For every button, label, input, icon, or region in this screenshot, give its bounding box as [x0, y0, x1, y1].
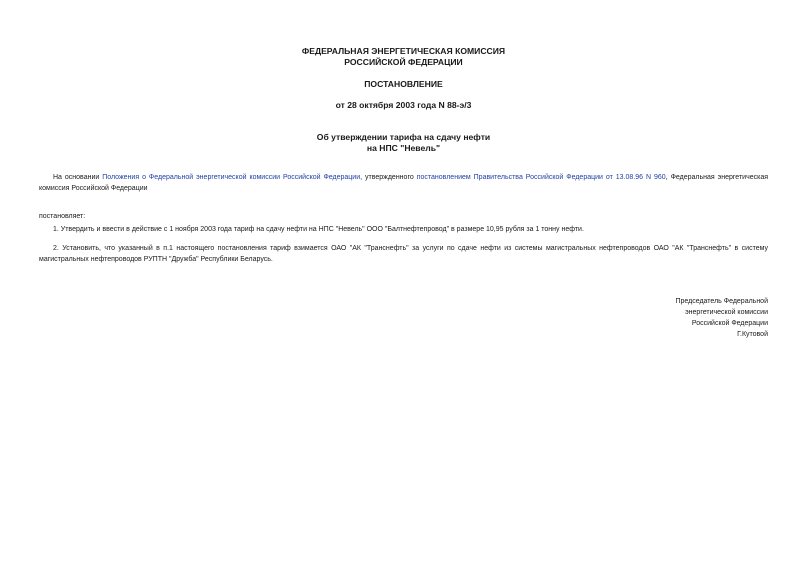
- signature-line-3: Российской Федерации: [691, 320, 768, 327]
- signature-line-1: Председатель Федеральной: [675, 298, 768, 305]
- decree-item-2: 2. Установить, что указанный в п.1 настоящего постановления тариф взимается ОАО "АК "Транснефть" за услуги по сдаче нефти из системы магистральных нефтепроводов ОАО "АК "Транснефть" в систему магистральных нефтепроводов РУПТН "Дружба" Республики Беларусь.: [39, 245, 768, 263]
- basis-prefix: На основании: [53, 174, 103, 181]
- basis-middle: , утвержденного: [360, 174, 417, 181]
- signature-line-2: энергетической комиссии: [685, 309, 768, 316]
- basis-suffix: , Федеральная энергетическая комиссия Российской Федерации: [39, 174, 769, 192]
- issuing-authority: [0, 46, 807, 68]
- document-subject: [0, 132, 807, 154]
- basis-paragraph: [39, 172, 768, 194]
- document-date-number: от 28 октября 2003 года N 88-э/3: [335, 100, 472, 110]
- subject-line-1: Об утверждении тарифа на сдачу нефти: [316, 132, 491, 142]
- signatory-name: Г.Кутовой: [737, 331, 768, 338]
- government-decree-link[interactable]: постановлением Правительства Российской Федерации от 13.08.96 N 960: [416, 174, 666, 181]
- decree-item-1: 1. Утвердить и ввести в действие с 1 ноября 2003 года тариф на сдачу нефти на НПС "Невель" ООО "Балтнефтепровод" в размере 10,95 рубля за 1 тонну нефти.: [53, 226, 584, 233]
- decree-word: постановляет:: [39, 213, 86, 220]
- authority-line-1: ФЕДЕРАЛЬНАЯ ЭНЕРГЕТИЧЕСКАЯ КОМИССИЯ: [301, 46, 506, 56]
- commission-regulation-link[interactable]: Положения о Федеральной энергетической комиссии Российской Федерации: [102, 174, 361, 181]
- signature-block: [675, 296, 768, 340]
- authority-line-2: РОССИЙСКОЙ ФЕДЕРАЦИИ: [344, 57, 463, 67]
- document-type: ПОСТАНОВЛЕНИЕ: [364, 79, 443, 89]
- subject-line-2: на НПС "Невель": [366, 143, 441, 153]
